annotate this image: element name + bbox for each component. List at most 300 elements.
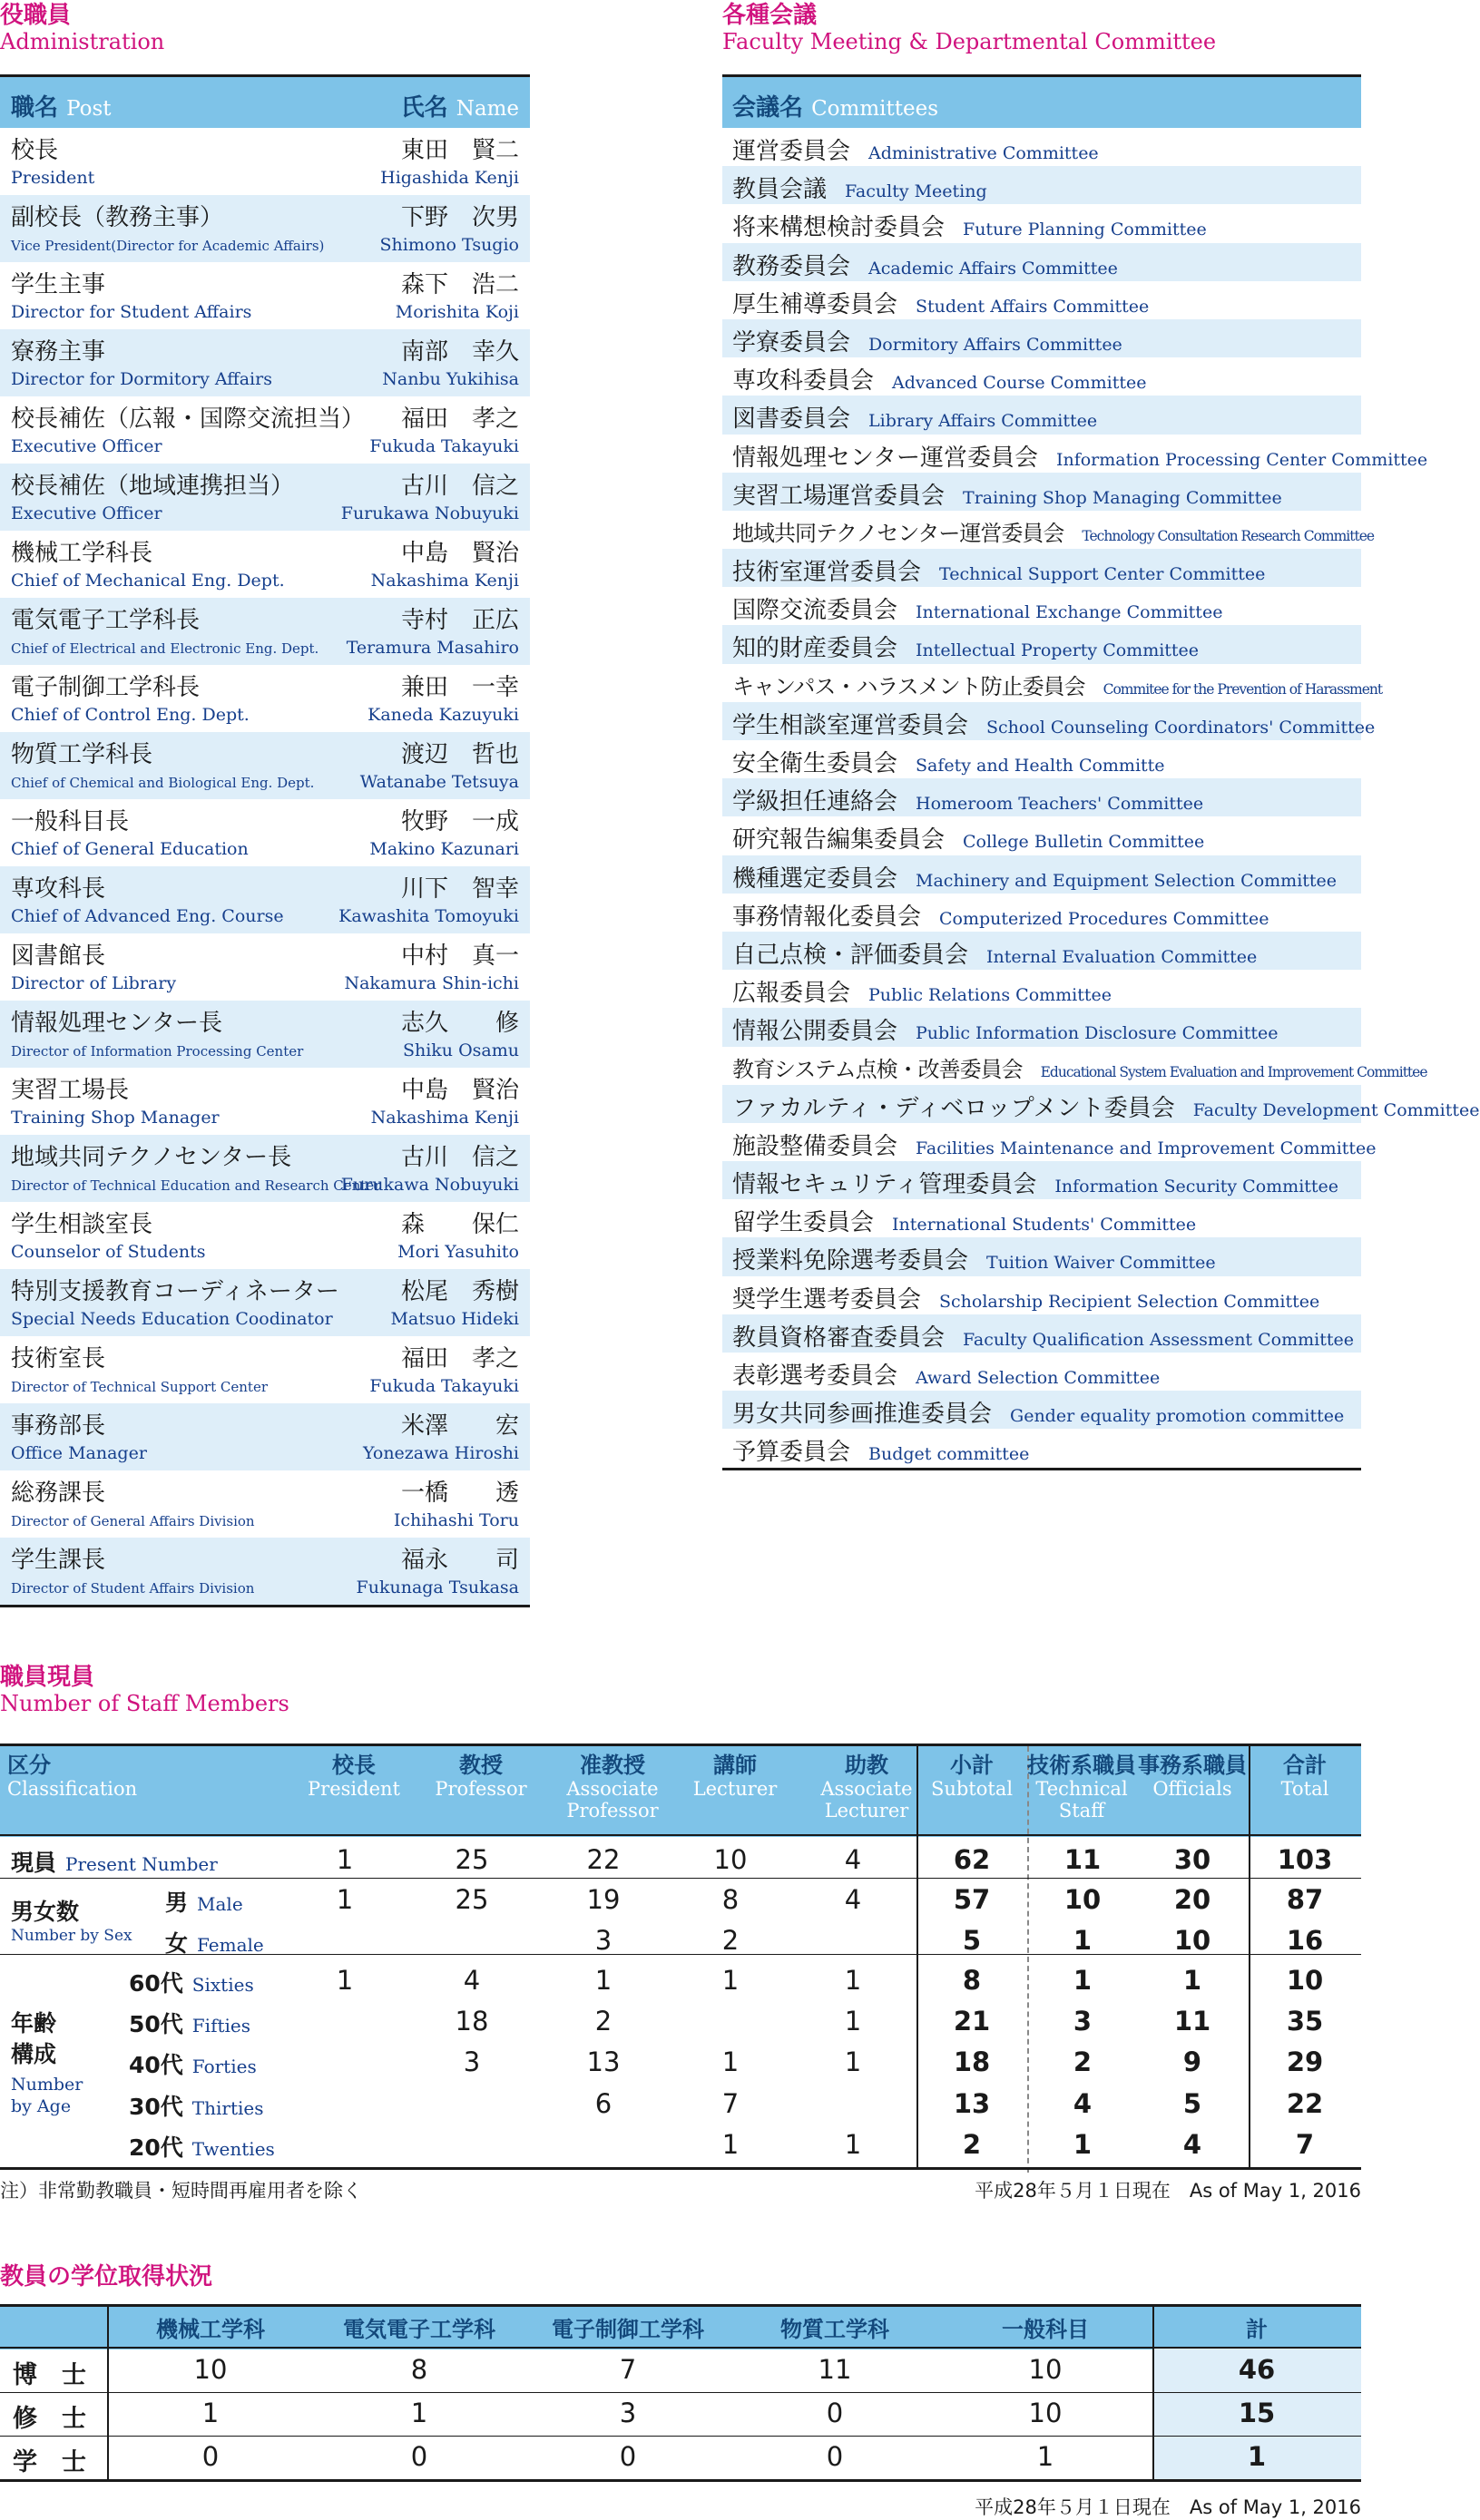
committee-jp (732, 515, 1374, 547)
header-en: Lecturer (692, 1778, 778, 1800)
committee-name-en: Academic Affairs Committee (868, 258, 1118, 278)
staff-value: 25 (455, 1844, 489, 1875)
post-jp: 校長補佐（広報・国際交流担当） (11, 405, 366, 433)
committee-name-jp: 専攻科委員会 (732, 367, 875, 396)
committee-row (722, 970, 1361, 1008)
staff-value: 5 (1182, 2088, 1202, 2119)
committee-jp (732, 439, 1427, 473)
admin-row (0, 1269, 530, 1336)
post-en: Chief of Chemical and Biological Eng. Dept. (11, 775, 315, 791)
name-en: Yonezawa Hiroshi (362, 1443, 519, 1463)
age-group-label (11, 2008, 83, 2117)
name-jp: 松尾 秀樹 (400, 1278, 519, 1305)
degrees-row-rule-1 (0, 2392, 1361, 2393)
degrees-header-5: 計 (1246, 2317, 1268, 2342)
staff-value: 18 (455, 2006, 489, 2037)
name-en: Makino Kazunari (369, 839, 519, 859)
staff-header-1 (299, 1753, 408, 1800)
committee-row (722, 204, 1361, 242)
post-jp: 校長補佐（地域連携担当） (11, 473, 295, 500)
committee-name-en: Dormitory Affairs Committee (868, 334, 1122, 355)
header-jp: 教授 (459, 1753, 503, 1778)
committee-row (722, 1161, 1361, 1199)
committee-name-jp: 学級担任連絡会 (732, 788, 898, 816)
name-jp: 渡辺 哲也 (400, 741, 519, 768)
present-label (11, 1845, 218, 1878)
committee-name-jp: 教務委員会 (732, 252, 851, 280)
committee-jp (732, 477, 1282, 511)
staff-as-of-date: 平成28年５月１日現在 As of May 1, 2016 (975, 2180, 1361, 2202)
committee-jp (732, 1012, 1279, 1046)
name-jp: 川下 智幸 (400, 875, 519, 903)
committee-row (722, 128, 1361, 166)
committee-row (722, 1237, 1361, 1275)
committee-row (722, 1276, 1361, 1314)
degrees-section-title (0, 2263, 212, 2290)
committee-jp (732, 209, 1207, 242)
staff-value: 1 (336, 1884, 354, 1915)
committee-name-jp: 学寮委員会 (732, 328, 851, 357)
admin-row (0, 329, 530, 396)
name-jp: 森下 浩二 (400, 271, 519, 298)
admin-bottom-rule (0, 1605, 530, 1607)
committee-name-en: Public Information Disclosure Committee (916, 1023, 1279, 1044)
committee-jp (732, 1128, 1377, 1161)
post-jp: 総務課長 (11, 1480, 106, 1507)
committee-jp (732, 1357, 1160, 1391)
degree-value: 1 (1247, 2441, 1267, 2472)
post-jp: 電子制御工学科長 (11, 674, 201, 701)
header-en: Classification (7, 1778, 138, 1800)
post-en: Director of Technical Support Center (11, 1379, 268, 1395)
post-jp: 専攻科長 (11, 875, 106, 903)
staff-value: 1 (721, 1965, 740, 1996)
age-jp: 40代 (129, 2052, 183, 2078)
staff-value: 1 (844, 2129, 862, 2160)
age-en: Forties (191, 2056, 257, 2077)
name-jp: 福永 司 (400, 1547, 519, 1574)
degree-value: 10 (193, 2354, 228, 2385)
admin-row (0, 1068, 530, 1135)
committee-jp (732, 1051, 1427, 1083)
staff-section-title (0, 1664, 289, 1716)
staff-value: 62 (953, 1844, 991, 1875)
name-jp: 福田 孝之 (400, 405, 519, 433)
post-jp: 技術室長 (11, 1345, 106, 1372)
degree-value: 0 (201, 2441, 220, 2472)
staff-value: 1 (844, 1965, 862, 1996)
committee-jp (732, 1204, 1196, 1237)
staff-value: 5 (962, 1925, 982, 1956)
committee-jp (732, 1089, 1480, 1123)
committee-name-en: International Students' Committee (892, 1215, 1197, 1236)
committee-name-jp: 安全衛生委員会 (732, 750, 898, 777)
committee-row (722, 1047, 1427, 1085)
committee-jp (732, 553, 1265, 587)
staff-value: 1 (336, 1965, 354, 1996)
age-en: Thirties (191, 2097, 264, 2119)
committee-row (722, 243, 1361, 281)
name-jp: 森 保仁 (400, 1211, 519, 1238)
committee-row (722, 587, 1361, 625)
age-en: Sixties (191, 1974, 254, 1996)
committee-name-en: Machinery and Equipment Selection Committee (916, 870, 1338, 891)
post-en: Chief of Mechanical Eng. Dept. (11, 571, 285, 591)
name-en: Teramura Masahiro (346, 638, 519, 658)
post-jp: 機械工学科長 (11, 540, 153, 567)
staff-value: 3 (1073, 2006, 1093, 2037)
committee-name-jp: 図書委員会 (732, 405, 851, 434)
committee-name-en: Technical Support Center Committee (939, 564, 1266, 585)
committee-name-jp: 予算委員会 (732, 1439, 851, 1467)
name-en: Nakashima Kenji (370, 1108, 519, 1128)
male-label (165, 1885, 243, 1918)
staff-header-5 (808, 1753, 926, 1822)
committee-row (722, 816, 1361, 855)
post-column-header: 職名 Post (11, 94, 112, 122)
committee-name-jp: 実習工場運営委員会 (732, 482, 946, 510)
name-en: Watanabe Tetsuya (359, 772, 519, 792)
admin-row (0, 531, 530, 598)
name-jp: 志久 修 (400, 1010, 519, 1037)
header-jp: 技術系職員 (1027, 1753, 1136, 1778)
staff-value: 13 (586, 2046, 621, 2077)
staff-value: 6 (594, 2088, 613, 2119)
committee-row (722, 281, 1361, 319)
committee-jp (732, 669, 1382, 700)
sex-group-en: Number by Sex (11, 1927, 132, 1945)
staff-value: 2 (594, 2006, 613, 2037)
name-en: Higashida Kenji (380, 168, 519, 188)
committee-jp (732, 630, 1199, 663)
staff-value: 1 (844, 2006, 862, 2037)
header-jp: 准教授 (580, 1753, 645, 1778)
staff-value: 1 (721, 2129, 740, 2160)
committee-row (722, 1199, 1361, 1237)
present-bottom-rule (0, 1878, 1361, 1879)
committee-table (722, 74, 1480, 1470)
admin-row (0, 1001, 530, 1068)
admin-row (0, 396, 530, 464)
committee-name-en: Information Processing Center Committee (1055, 449, 1428, 470)
committee-name-jp: 地域共同テクノセンター運営委員会 (732, 520, 1064, 546)
committee-name-jp: 留学生委員会 (732, 1209, 875, 1237)
committee-name-jp: 学生相談室運営委員会 (732, 711, 969, 739)
degree-value: 15 (1238, 2398, 1276, 2428)
committee-row (722, 778, 1361, 816)
staff-value: 103 (1277, 1844, 1333, 1875)
age-group-en: Number by Age (11, 2075, 83, 2116)
degrees-label-divider (107, 2307, 109, 2479)
staff-value: 35 (1286, 2006, 1324, 2037)
committee-name-jp: 事務情報化委員会 (732, 903, 922, 931)
staff-value: 87 (1286, 1884, 1324, 1915)
staff-header-0 (7, 1753, 298, 1800)
staff-value: 10 (1286, 1965, 1324, 1996)
committee-name-jp: 男女共同参画推進委員会 (732, 1401, 993, 1429)
header-en: Associate Professor (566, 1778, 659, 1822)
committee-name-en: Training Shop Managing Committee (963, 487, 1282, 508)
committee-name-en: Faculty Qualification Assessment Committee (963, 1329, 1354, 1350)
header-bottom-rule (0, 1834, 1361, 1836)
degree-value: 0 (619, 2441, 637, 2472)
committee-jp (732, 974, 1112, 1008)
committee-name-jp: 技術室運営委員会 (732, 559, 922, 587)
committee-name-jp: 奨学生選考委員会 (732, 1285, 922, 1314)
post-jp: 特別支援教育コーディネーター (11, 1278, 339, 1305)
committee-name-en: Internal Evaluation Committee (986, 946, 1258, 967)
committee-name-jp: 運営委員会 (732, 138, 851, 165)
post-jp: 物質工学科長 (11, 741, 153, 768)
committee-row (722, 932, 1361, 970)
admin-row (0, 1538, 530, 1605)
post-en: Director of Library (11, 973, 177, 993)
post-jp: 副校長（教務主事） (11, 204, 224, 231)
header-jp: 講師 (713, 1753, 757, 1778)
age-jp: 30代 (129, 2094, 183, 2120)
name-jp: 福田 孝之 (400, 1345, 519, 1372)
committee-name-jp: 広報委員会 (732, 980, 851, 1008)
female-en: Female (197, 1934, 264, 1956)
staff-value: 4 (1182, 2129, 1202, 2160)
header-en: Associate Lecturer (820, 1778, 913, 1822)
committee-name-jp: 国際交流委員会 (732, 597, 898, 625)
committee-jp (732, 745, 1165, 778)
present-label-en: Present Number (65, 1853, 218, 1875)
age-row-label (129, 2130, 275, 2163)
admin-row (0, 195, 530, 262)
name-en: Furukawa Nobuyuki (340, 503, 519, 523)
committee-row (722, 435, 1428, 473)
committee-jp (732, 1166, 1338, 1199)
committee-jp (732, 324, 1122, 357)
committee-title-en: Faculty Meeting & Departmental Committee (722, 29, 1217, 54)
staff-value: 4 (463, 1965, 481, 1996)
committee-name-en: Administrative Committee (868, 143, 1099, 163)
degree-value: 3 (619, 2398, 637, 2428)
header-en: Officials (1152, 1778, 1232, 1800)
committee-row (722, 1353, 1361, 1391)
name-en: Fukunaga Tsukasa (356, 1577, 519, 1597)
committee-name-en: Faculty Meeting (845, 181, 987, 202)
post-jp: 図書館長 (11, 943, 106, 970)
committee-row (722, 549, 1361, 587)
committee-jp (732, 898, 1269, 932)
committee-name-en: Tuition Waiver Committee (986, 1253, 1216, 1274)
staff-value: 1 (1073, 2129, 1093, 2160)
degrees-total-divider (1152, 2307, 1154, 2479)
admin-row (0, 732, 530, 799)
staff-value: 2 (962, 2129, 982, 2160)
committee-jp (732, 860, 1337, 894)
age-en: Twenties (191, 2138, 275, 2160)
sex-group-jp: 男女数 (11, 1899, 80, 1925)
committee-row (722, 1008, 1361, 1046)
header-jp: 合計 (1283, 1753, 1327, 1778)
admin-title-jp: 役職員 (0, 2, 72, 29)
male-jp: 男 (165, 1890, 189, 1916)
degree-value: 1 (410, 2398, 428, 2428)
committee-name-jp: 授業料免除選考委員会 (732, 1247, 969, 1275)
committee-name-en: Gender equality promotion committee (1010, 1406, 1345, 1427)
committee-name-en: Safety and Health Committe (916, 756, 1165, 776)
admin-row (0, 262, 530, 329)
staff-value: 30 (1173, 1844, 1211, 1875)
staff-value: 2 (1073, 2046, 1093, 2077)
name-jp: 寺村 正広 (400, 607, 519, 634)
name-jp: 一橋 透 (400, 1480, 519, 1507)
committee-name-jp: 情報処理センター運営委員会 (732, 444, 1038, 472)
admin-row (0, 1202, 530, 1269)
name-jp: 南部 幸久 (400, 338, 519, 366)
staff-header-9 (1249, 1753, 1361, 1800)
committee-jp (732, 707, 1375, 740)
post-jp: 地域共同テクノセンター長 (11, 1144, 292, 1171)
degrees-row-rule-2 (0, 2436, 1361, 2437)
committee-name-jp: 施設整備委員会 (732, 1132, 898, 1160)
post-en: Director of Student Affairs Division (11, 1580, 255, 1597)
post-jp: 電気電子工学科長 (11, 607, 201, 634)
committee-row (722, 1314, 1361, 1353)
staff-header-4 (681, 1753, 789, 1800)
administration-table (0, 74, 530, 1607)
degrees-header-2: 電子制御工学科 (552, 2317, 704, 2342)
degree-value: 1 (201, 2398, 220, 2428)
admin-rows (0, 128, 530, 1605)
staff-value: 7 (1295, 2129, 1315, 2160)
age-jp: 50代 (129, 2011, 183, 2037)
admin-row (0, 1135, 530, 1202)
female-label (165, 1926, 264, 1958)
degrees-as-of-date: 平成28年５月１日現在 As of May 1, 2016 (975, 2496, 1361, 2518)
post-jp: 学生相談室長 (11, 1211, 153, 1238)
post-en: Executive Officer (11, 436, 162, 456)
age-row-label (129, 1966, 254, 1998)
admin-row (0, 933, 530, 1001)
staff-value: 11 (1173, 2006, 1211, 2037)
degrees-header-1: 電気電子工学科 (343, 2317, 495, 2342)
committee-jp (732, 1319, 1354, 1353)
committee-name-en: Information Security Committee (1054, 1177, 1339, 1197)
committee-table-header (722, 74, 1361, 128)
name-jp: 東田 賢二 (400, 137, 519, 164)
committee-column-header: 会議名 Committees (732, 94, 939, 122)
staff-value: 1 (844, 2046, 862, 2077)
age-en: Fifties (191, 2015, 251, 2037)
staff-value: 20 (1173, 1884, 1211, 1915)
committee-jp (732, 783, 1203, 816)
committee-name-en: Computerized Procedures Committee (939, 908, 1269, 929)
name-en: Morishita Koji (395, 302, 519, 322)
staff-value: 10 (1173, 1925, 1211, 1956)
age-jp: 60代 (129, 1970, 183, 1997)
staff-header-3 (554, 1753, 671, 1822)
admin-table-header (0, 74, 530, 128)
post-en: Vice President(Director for Academic Affairs) (11, 238, 325, 254)
post-en: Director of Information Processing Center (11, 1043, 304, 1060)
admin-title-en: Administration (0, 29, 165, 54)
committee-name-en: Faculty Development Committee (1192, 1099, 1480, 1120)
staff-header-2 (426, 1753, 535, 1800)
committee-jp (732, 171, 987, 204)
admin-row (0, 665, 530, 732)
committee-name-jp: キャンパス・ハラスメント防止委員会 (732, 673, 1085, 699)
staff-value: 1 (1182, 1965, 1202, 1996)
header-en: President (308, 1778, 400, 1800)
committee-row (722, 740, 1361, 778)
name-jp: 中島 賢治 (400, 1077, 519, 1104)
post-jp: 事務部長 (11, 1412, 106, 1440)
staff-value: 29 (1286, 2046, 1324, 2077)
staff-value: 4 (844, 1884, 862, 1915)
committee-title-jp: 各種会議 (722, 2, 818, 29)
committee-jp (732, 1433, 1029, 1467)
committee-name-en: Homeroom Teachers' Committee (916, 794, 1204, 815)
committee-name-jp: 知的財産委員会 (732, 635, 898, 663)
degree-row-label: 博 士 (13, 2361, 86, 2389)
staff-title-jp: 職員現員 (0, 1664, 95, 1691)
staff-header-7 (1027, 1753, 1136, 1822)
post-jp: 実習工場長 (11, 1077, 130, 1104)
admin-row (0, 464, 530, 531)
staff-value: 11 (1063, 1844, 1102, 1875)
committee-name-en: Future Planning Committee (963, 220, 1207, 240)
committee-row (722, 1123, 1377, 1161)
committee-jp (732, 591, 1222, 625)
sex-group-en-label (11, 1927, 132, 1945)
committee-jp (732, 1395, 1344, 1429)
committee-jp (732, 1242, 1216, 1275)
staff-value: 10 (1063, 1884, 1102, 1915)
staff-header-6 (916, 1753, 1027, 1800)
degree-value: 0 (826, 2398, 844, 2428)
admin-row (0, 128, 530, 195)
degrees-table (0, 2304, 1361, 2482)
committee-name-jp: 情報公開委員会 (732, 1018, 898, 1046)
committee-name-en: School Counseling Coordinators' Committee (986, 717, 1376, 737)
age-group-jp: 年齢構成 (11, 2010, 57, 2067)
post-en: Director for Dormitory Affairs (11, 369, 272, 389)
name-jp: 古川 信之 (400, 473, 519, 500)
post-jp: 学生課長 (11, 1547, 106, 1574)
header-jp: 助教 (845, 1753, 888, 1778)
age-row-label (129, 2089, 264, 2122)
degrees-title-jp: 教員の学位取得状況 (0, 2263, 213, 2290)
admin-row (0, 1336, 530, 1403)
total-divider (1249, 1746, 1250, 2170)
name-en: Kawashita Tomoyuki (338, 906, 519, 926)
age-row-label (129, 2047, 257, 2080)
staff-value: 22 (586, 1844, 621, 1875)
name-en: Furukawa Nobuyuki (340, 1175, 519, 1195)
admin-row (0, 866, 530, 933)
committee-name-en: Commitee for the Prevention of Harassment (1103, 680, 1383, 698)
degrees-bottom-rule (0, 2479, 1361, 2482)
staff-note: 注）非常勤教職員・短時間再雇用者を除く (0, 2180, 362, 2202)
committee-row (722, 1391, 1361, 1429)
staff-value: 1 (721, 2046, 740, 2077)
degree-value: 8 (410, 2354, 428, 2385)
staff-value: 7 (721, 2088, 740, 2119)
post-en: Director of General Affairs Division (11, 1513, 255, 1529)
staff-value: 8 (721, 1884, 740, 1915)
committee-name-en: Budget committee (868, 1444, 1030, 1465)
header-jp: 小計 (950, 1753, 994, 1778)
staff-table (0, 1743, 1361, 2170)
name-en: Nanbu Yukihisa (382, 369, 519, 389)
degrees-header-0: 機械工学科 (156, 2317, 265, 2342)
committee-name-en: Facilities Maintenance and Improvement Committee (916, 1138, 1377, 1158)
